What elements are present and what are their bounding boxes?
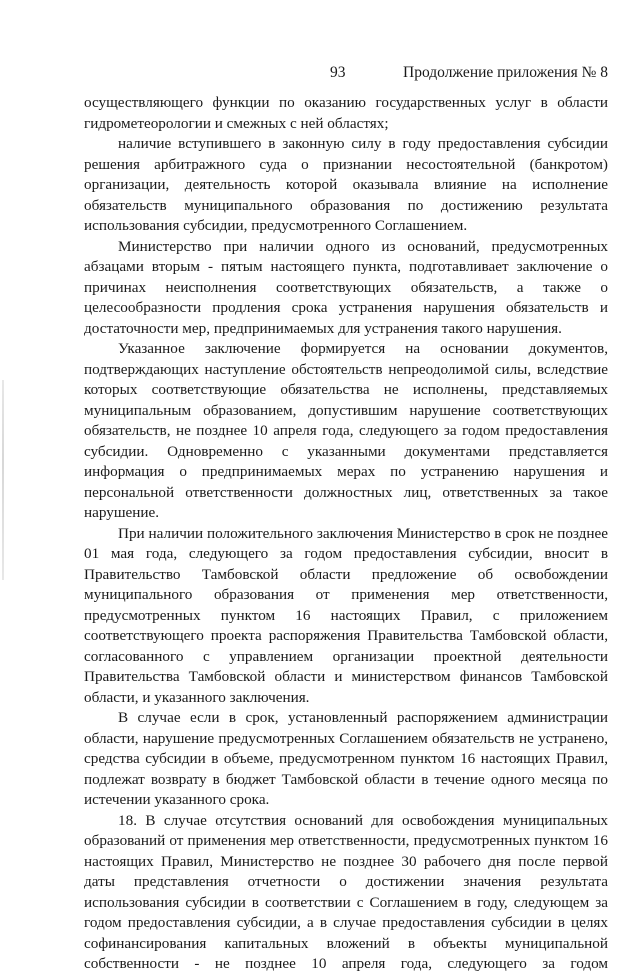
- page-header: [0, 64, 640, 86]
- paragraph-2: наличие вступившего в законную силу в году предоставления субсидии решения арбитражного суда о признании несостоятельной (банкротом) организации, деятельность которой оказывала влияние на исполнение обязательств муниципального образования по достижению результата использования субсидии, предусмотренного Соглашением.: [84, 135, 608, 234]
- paragraph-6: В случае если в срок, установленный распоряжением администрации области, нарушение предусмотренных Соглашением обязательств не устранено, средства субсидии в объеме, предусмотренном пунктом 16 настоящих Правил, подлежат возврату в бюджет Тамбовской области в течение одного месяца по истечении указанного срока.: [84, 709, 608, 808]
- paragraph-3: Министерство при наличии одного из оснований, предусмотренных абзацами вторым - пятым настоящего пункта, подготавливает заключение о причинах неисполнения соответствующих обязательств, а также о целесообразности продления срока устранения нарушения обязательств и достаточности мер, предпринимаемых для устранения такого нарушения.: [84, 237, 608, 337]
- paragraph-4: Указанное заключение формируется на основании документов, подтверждающих наступление обстоятельств непреодолимой силы, вследствие которых соответствующие обязательства не исполнены, представляемых муниципальным образованием, допустившим нарушение соответствующих обязательств, не позднее 10 апреля года, следующего за годом предоставления субсидии. Одновременно с указанными документами представляется информация о предпринимаемых мерах по устранению нарушения и персональной ответственности должностных лиц, ответственных за такое нарушение.: [84, 340, 608, 521]
- document-body: [84, 93, 608, 975]
- paragraph-7: 18. В случае отсутствия оснований для освобождения муниципальных образований от применения мер ответственности, предусмотренных пунктом 16 настоящих Правил, Министерство не позднее 30 рабочего дня после первой даты представления отчетности о достижении значения результата использования субсидии в соответствии с Соглашением в году, следующем за годом предоставления субсидии, а в случае предоставления субсидии в целях софинансирования капитальных вложений в объекты муниципальной собственности - не позднее 10 апреля года, следующего за годом: [84, 811, 608, 972]
- page-number: 93: [330, 64, 346, 81]
- appendix-label: Продолжение приложения № 8: [403, 64, 608, 81]
- paragraph-5: При наличии положительного заключения Министерство в срок не позднее 01 мая года, следующего за годом предоставления субсидии, вносит в Правительство Тамбовской области предложение об освобождении муниципального образования от применения мер ответственности, предусмотренных пунктом 16 настоящих Правил, с приложением соответствующего проекта распоряжения Правительства Тамбовской области, согласованного с управлением организации проектной деятельности Правительства Тамбовской области и министерством финансов Тамбовской области, и указанного заключения.: [84, 524, 608, 706]
- paragraph-1: осуществляющего функции по оказанию государственных услуг в области гидрометеорологии и смежных с ней областях;: [84, 94, 608, 132]
- scan-margin-mark: [2, 380, 4, 580]
